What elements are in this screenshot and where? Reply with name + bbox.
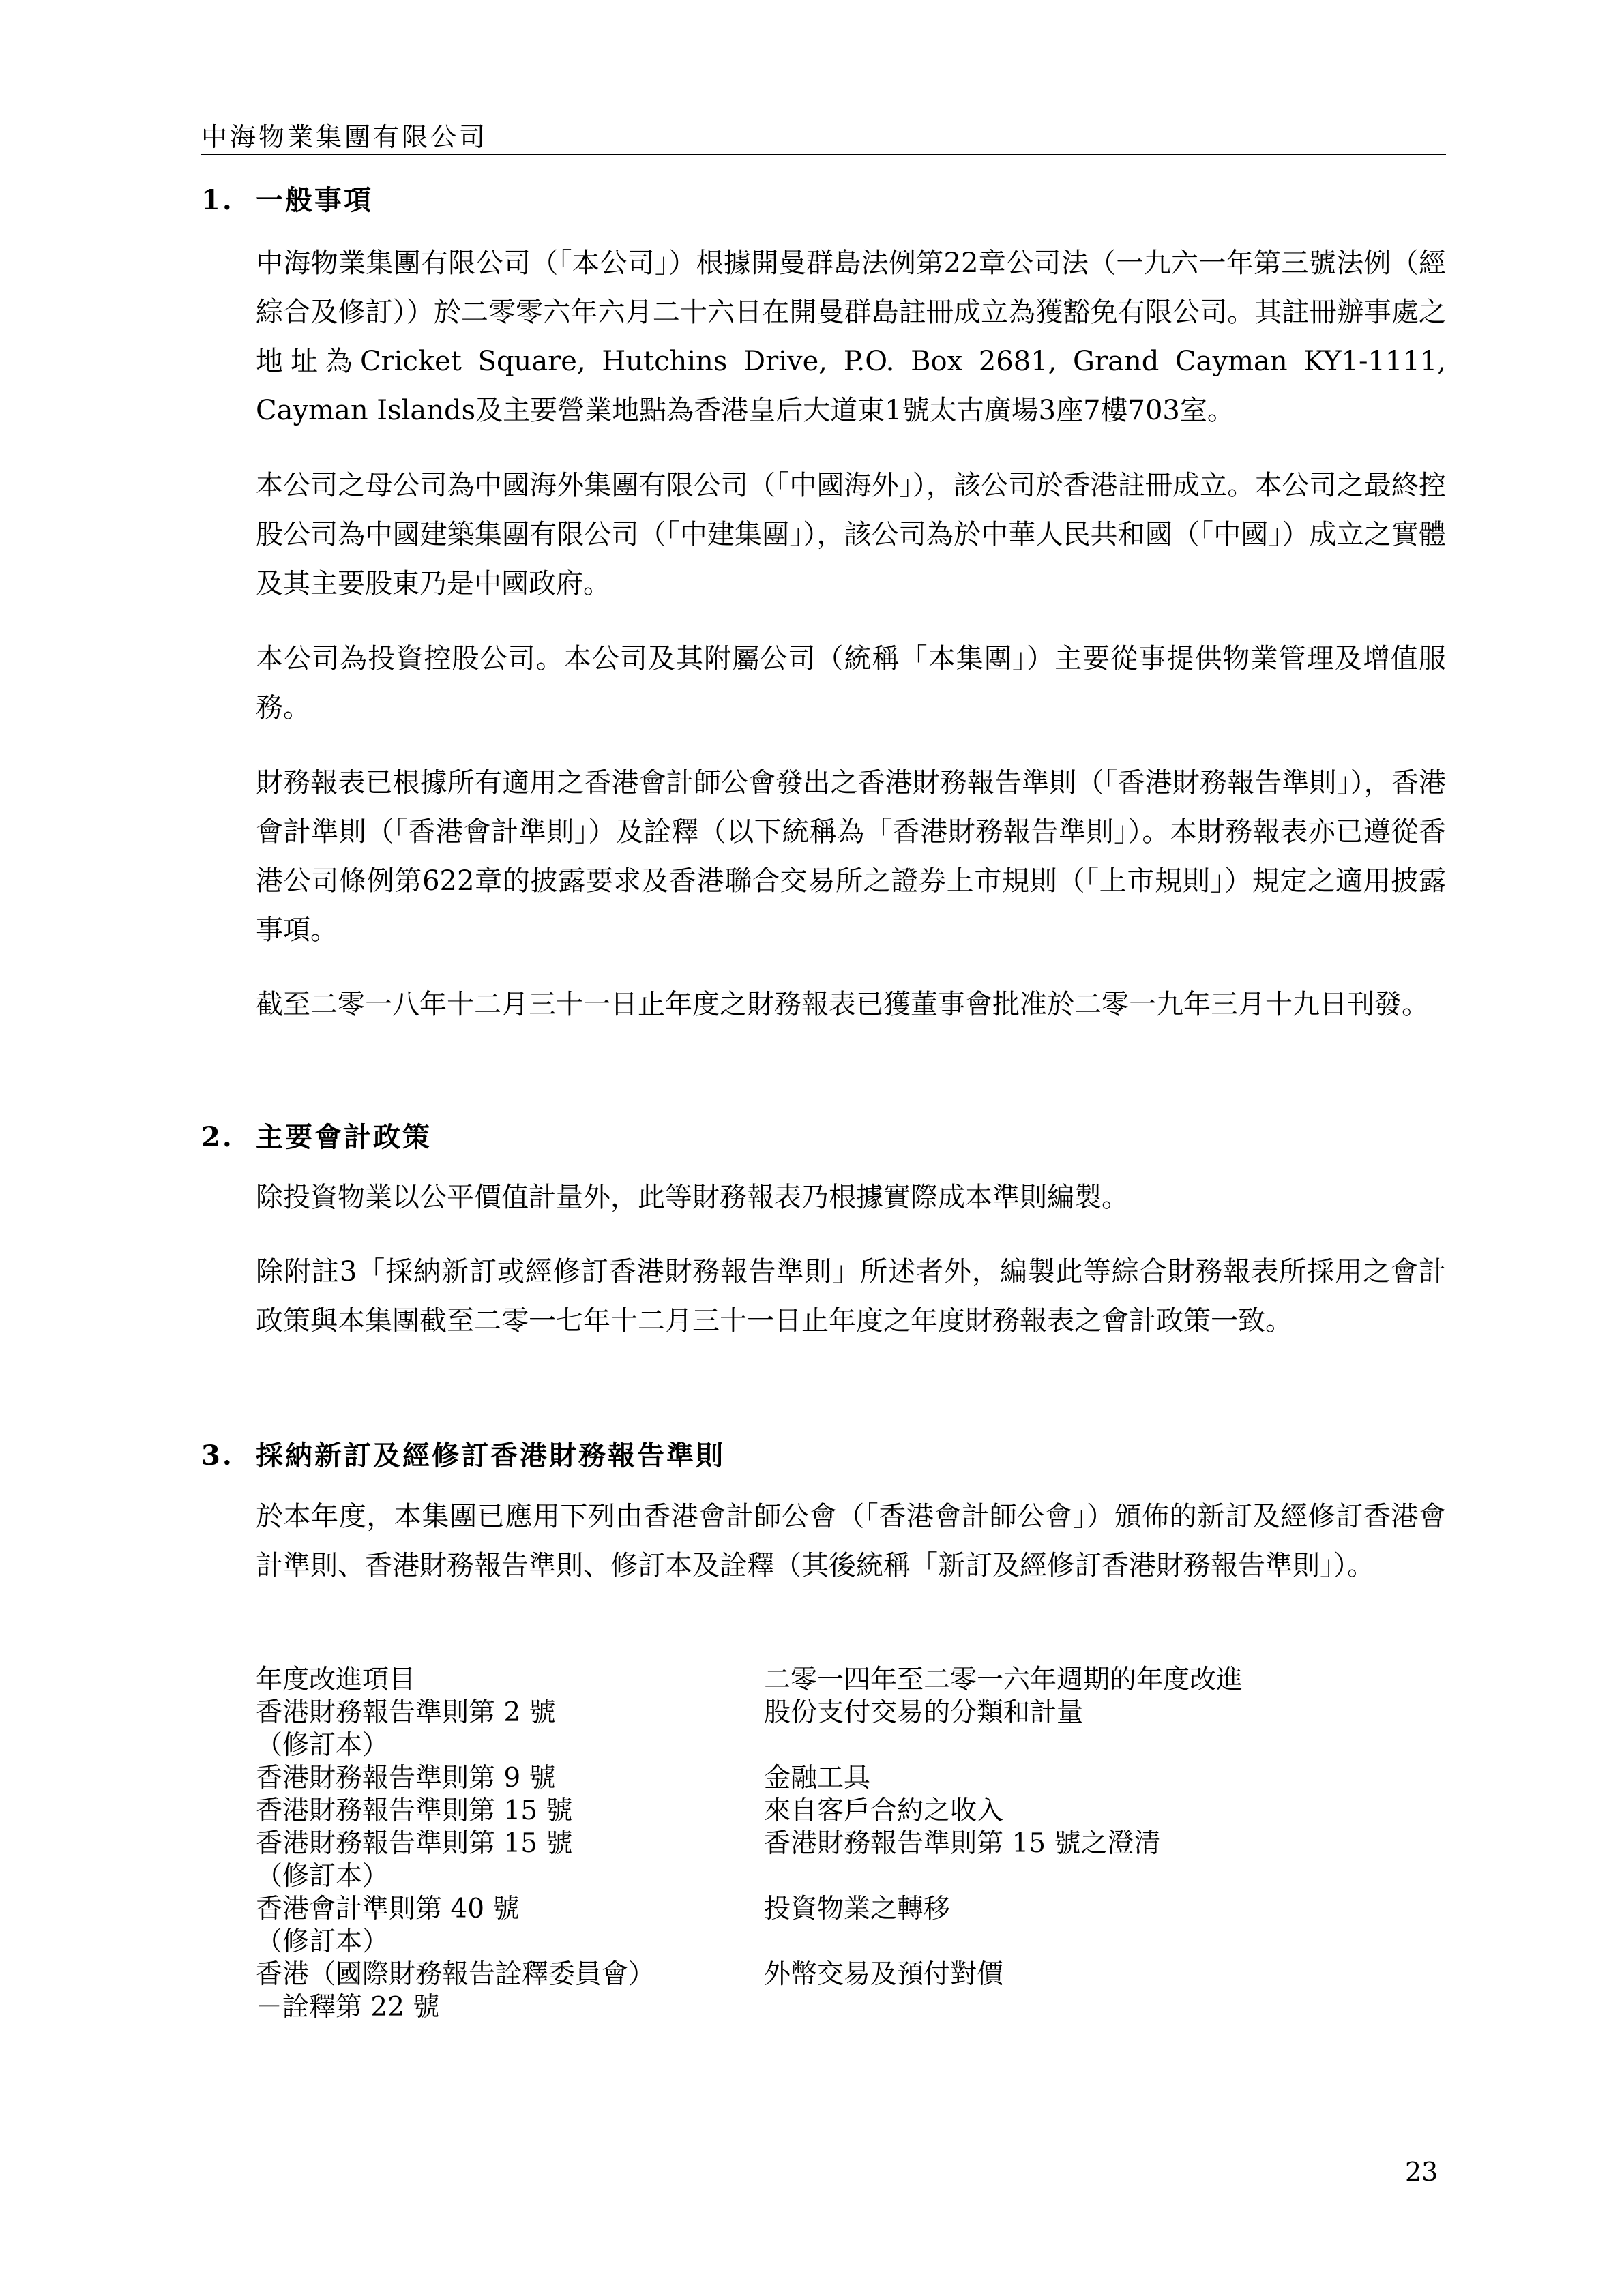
table-row (256, 1697, 1446, 1762)
standard-description: 二零一四年至二零一六年週期的年度改進 (764, 1665, 1243, 1695)
section-2-heading (201, 1116, 432, 1154)
standard-description: 投資物業之轉移 (764, 1894, 951, 1924)
page-header-company: 中海物業集團有限公司 (201, 122, 488, 152)
standards-table (256, 1664, 1446, 2024)
standard-description: 香港財務報告準則第 15 號之澄清 (764, 1828, 1161, 1859)
section-title: 主要會計政策 (256, 1121, 432, 1153)
section-title: 一般事項 (256, 184, 373, 216)
paragraph: 本公司之母公司為中國海外集團有限公司（「中國海外」），該公司於香港註冊成立。本公司之最終控股公司為中國建築集團有限公司（「中建集團」），該公司為於中華人民共和國（「中國」）成立之實體及其主要股東乃是中國政府。 (256, 470, 1446, 599)
header-divider (201, 154, 1446, 155)
standard-name: 香港會計準則第 40 號 （修訂本） (256, 1894, 520, 1957)
section-number: 1. (201, 184, 234, 216)
table-row (256, 1828, 1446, 1893)
table-row (256, 1893, 1446, 1958)
table-row (256, 1795, 1446, 1828)
standard-name: 香港財務報告準則第 15 號 (256, 1795, 573, 1826)
section-number: 3. (201, 1440, 234, 1472)
standard-name: 香港（國際財務報告詮釋委員會） －詮釋第 22 號 (256, 1959, 655, 2023)
table-row (256, 1664, 1446, 1697)
standard-name: 香港財務報告準則第 15 號 （修訂本） (256, 1828, 573, 1892)
section-number: 2. (201, 1121, 234, 1153)
paragraph: 除附註3「採納新訂或經修訂香港財務報告準則」所述者外，編製此等綜合財務報表所採用之會計政策與本集團截至二零一七年十二月三十一日止年度之年度財務報表之會計政策一致。 (256, 1256, 1446, 1337)
paragraph: 財務報表已根據所有適用之香港會計師公會發出之香港財務報告準則（「香港財務報告準則」），香港會計準則（「香港會計準則」）及詮釋（以下統稱為「香港財務報告準則」）。本財務報表亦已遵從香港公司條例第622章的披露要求及香港聯合交易所之證券上市規則（「上市規則」）規定之適用披露事項。 (256, 767, 1446, 946)
paragraph: 於本年度，本集團已應用下列由香港會計師公會（「香港會計師公會」）頒佈的新訂及經修訂香港會計準則、香港財務報告準則、修訂本及詮釋（其後統稱「新訂及經修訂香港財務報告準則」）。 (256, 1501, 1446, 1581)
table-row (256, 1762, 1446, 1795)
paragraph: 除投資物業以公平價值計量外，此等財務報表乃根據實際成本準則編製。 (256, 1182, 1129, 1213)
paragraph: 截至二零一八年十二月三十一日止年度之財務報表已獲董事會批准於二零一九年三月十九日刊發。 (256, 989, 1429, 1020)
page-number: 23 (1405, 2157, 1438, 2187)
paragraph: 本公司為投資控股公司。本公司及其附屬公司（統稱「本集團」）主要從事提供物業管理及增值服務。 (256, 643, 1446, 724)
standard-name: 香港財務報告準則第 2 號 （修訂本） (256, 1697, 556, 1761)
standard-description: 來自客戶合約之收入 (764, 1795, 1004, 1826)
standard-name: 香港財務報告準則第 9 號 (256, 1763, 556, 1793)
section-3-heading (201, 1434, 725, 1473)
paragraph: 中海物業集團有限公司（「本公司」）根據開曼群島法例第22章公司法（一九六一年第三號法例（經綜合及修訂））於二零零六年六月二十六日在開曼群島註冊成立為獲豁免有限公司。其註冊辦事處之地址為Cricket Square, Hutchins Drive, P.O. Box 2681, Grand Cayman KY1-1111, Cayman Islands及主要營業地點為香港皇后大道東1號太古廣場3座7樓703室。 (256, 248, 1446, 426)
standard-name: 年度改進項目 (256, 1665, 416, 1695)
section-title: 採納新訂及經修訂香港財務報告準則 (256, 1440, 725, 1472)
standard-description: 外幣交易及預付對價 (764, 1959, 1004, 1990)
section-1-heading (201, 179, 373, 218)
table-row (256, 1958, 1446, 2024)
standard-description: 金融工具 (764, 1763, 871, 1793)
standard-description: 股份支付交易的分類和計量 (764, 1697, 1084, 1728)
